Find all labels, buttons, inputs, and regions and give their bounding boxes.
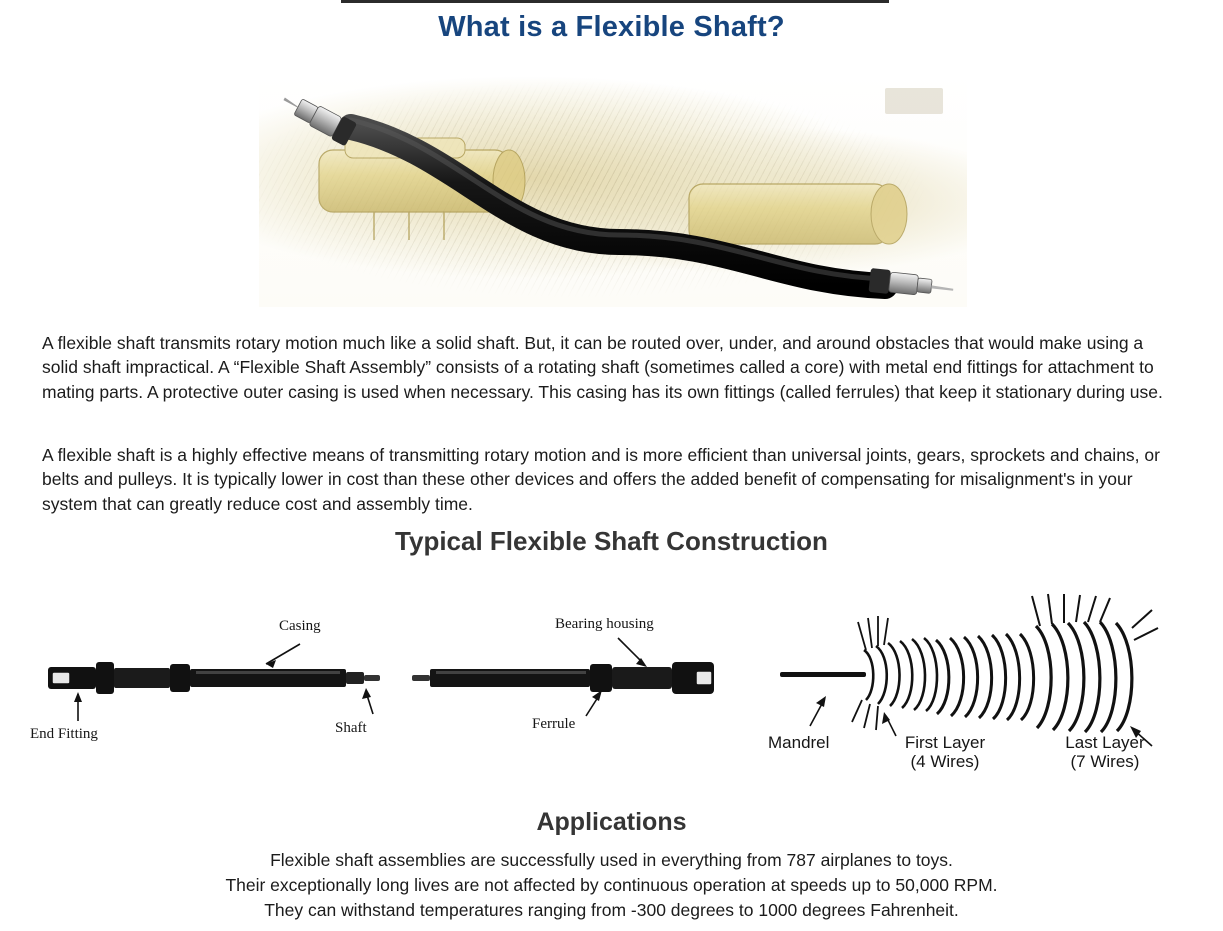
hero-shaft-illustration	[259, 72, 967, 307]
label-end-fitting: End Fitting	[30, 726, 98, 742]
label-first-layer	[890, 733, 1000, 771]
hero-image-flexible-shaft	[259, 72, 967, 307]
label-bearing-housing: Bearing housing	[555, 616, 654, 632]
diagram-casing-shaft	[30, 588, 410, 793]
top-divider	[341, 0, 889, 3]
label-shaft: Shaft	[335, 720, 367, 736]
diagram-bearing-ferrule	[400, 588, 730, 793]
label-first-layer-sub: (4 Wires)	[910, 752, 980, 771]
intro-paragraph-1: A flexible shaft transmits rotary motion much like a solid shaft. But, it can be routed over, under, and around obstacles that would make using a solid shaft impractical. A “Flexible Shaft Assembly” consists of a rotating shaft (sometimes called a core) with metal end fittings for attachment to mating parts. A protective outer casing is used when necessary. This casing has its own fittings (called ferrules) that keep it stationary during use.	[42, 332, 1163, 402]
label-ferrule: Ferrule	[532, 716, 576, 732]
applications-heading: Applications	[536, 808, 687, 836]
construction-heading: Typical Flexible Shaft Construction	[395, 526, 828, 556]
label-last-layer-sub: (7 Wires)	[1070, 752, 1140, 771]
label-last-layer-title: Last Layer	[1065, 733, 1145, 752]
page-title: What is a Flexible Shaft?	[438, 11, 785, 43]
intro-paragraph-2: A flexible shaft is a highly effective means of transmitting rotary motion and is more efficient than universal joints, gears, sprockets and chains, or belts and pulleys. It is typically lower in cost than these other devices and offers the added benefit of compensating for misalignment's in your system that can greatly reduce cost and assembly time.	[42, 444, 1160, 514]
label-first-layer-title: First Layer	[904, 733, 986, 752]
diagram1-drawing	[30, 588, 410, 793]
applications-line-3: They can withstand temperatures ranging from -300 degrees to 1000 degrees Fahrenheit.	[264, 900, 959, 920]
applications-line-2: Their exceptionally long lives are not affected by continuous operation at speeds up to 50,000 RPM.	[225, 875, 998, 895]
construction-diagrams	[0, 588, 1223, 793]
applications-text	[0, 848, 1223, 923]
watermark-block	[885, 88, 943, 114]
label-last-layer	[1050, 733, 1160, 771]
label-mandrel: Mandrel	[768, 733, 830, 752]
applications-line-1: Flexible shaft assemblies are successfully used in everything from 787 airplanes to toys.	[270, 850, 953, 870]
label-casing: Casing	[279, 618, 321, 634]
diagram-wire-layers	[740, 588, 1210, 793]
